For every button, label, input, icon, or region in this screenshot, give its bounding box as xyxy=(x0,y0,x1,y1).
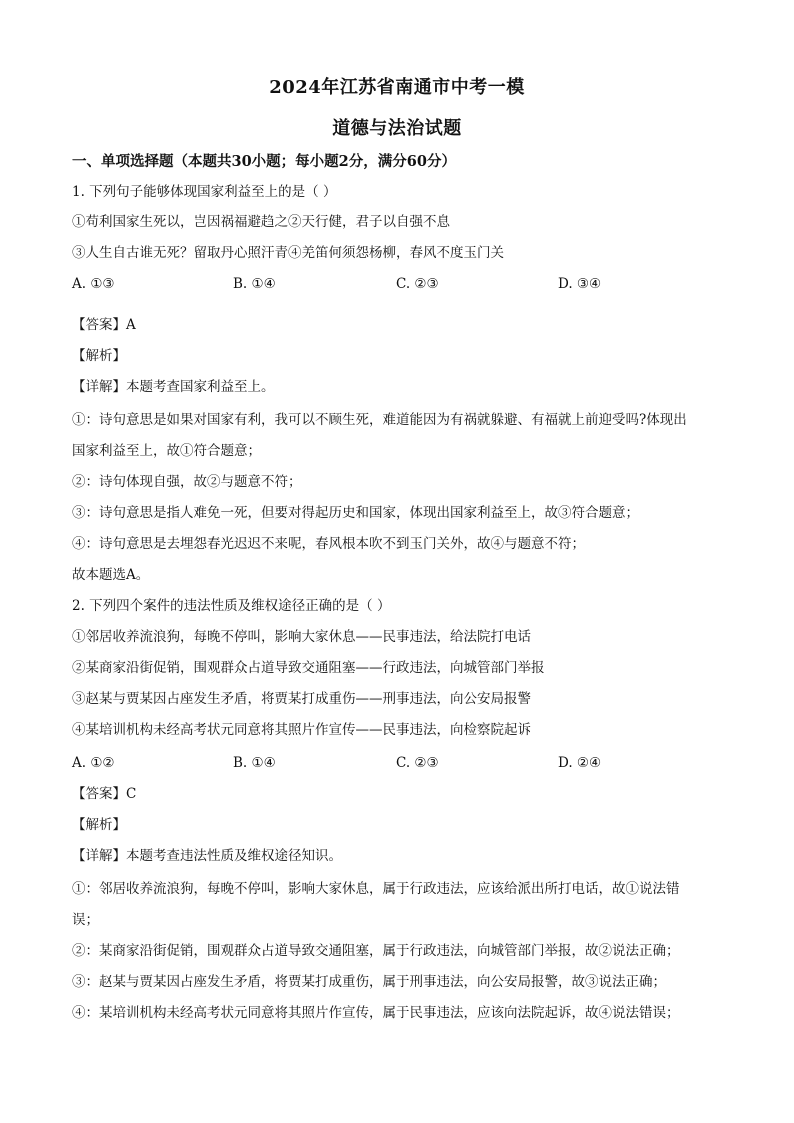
q2-explanation-line: ②：某商家沿街促销，围观群众占道导致交通阻塞，属于行政违法，向城管部门举报，故②说法正确； xyxy=(72,943,680,959)
q2-explanation-line: ④：某培训机构未经高考状元同意将其照片作宣传，属于民事违法，应该向法院起诉，故④说法错误； xyxy=(72,1005,680,1021)
q1-conclusion: 故本题选A。 xyxy=(72,567,150,583)
q2-option-b: B. ①④ xyxy=(233,755,276,771)
q2-statement-line: ②某商家沿街促销，围观群众占道导致交通阻塞——行政违法，向城管部门举报 xyxy=(72,660,545,676)
q2-statement-line: ③赵某与贾某因占座发生矛盾，将贾某打成重伤——刑事违法，向公安局报警 xyxy=(72,691,531,707)
q1-answer: 【答案】A xyxy=(72,317,136,333)
q2-detail: 【详解】本题考查违法性质及维权途径知识。 xyxy=(72,848,342,864)
q2-statement-line: ①邻居收养流浪狗，每晚不停叫，影响大家休息——民事违法，给法院打电话 xyxy=(72,629,531,645)
q2-analysis-label: 【解析】 xyxy=(72,817,126,833)
q2-option-a: A. ①② xyxy=(72,755,115,771)
q1-analysis-label: 【解析】 xyxy=(72,348,126,364)
q1-explanation-line: 国家利益至上，故①符合题意； xyxy=(72,443,261,459)
q1-explanation-line: ①：诗句意思是如果对国家有利，我可以不顾生死，难道能因为有祸就躲避、有福就上前迎受吗?体现出 xyxy=(72,412,687,428)
q2-explanation-line: ①：邻居收养流浪狗，每晚不停叫，影响大家休息，属于行政违法，应该给派出所打电话，故①说法错 xyxy=(72,881,680,897)
q1-detail: 【详解】本题考查国家利益至上。 xyxy=(72,379,275,395)
q2-explanation-line: ③：赵某与贾某因占座发生矛盾，将贾某打成重伤，属于刑事违法，向公安局报警，故③说法正确； xyxy=(72,974,666,990)
q2-answer: 【答案】C xyxy=(72,786,137,802)
q1-option-c: C. ②③ xyxy=(396,276,439,292)
q1-explanation-line: ④：诗句意思是去埋怨春光迟迟不来呢，春风根本吹不到玉门关外，故④与题意不符； xyxy=(72,536,585,552)
q1-option-d: D. ③④ xyxy=(558,276,602,292)
page-subtitle: 道德与法治试题 xyxy=(332,118,462,139)
section-heading: 一、单项选择题（本题共30小题；每小题2分，满分60分） xyxy=(72,153,456,170)
page-title: 2024年江苏省南通市中考一模 xyxy=(269,77,525,98)
q1-statement-line: ③人生自古谁无死？留取丹心照汗青④羌笛何须怨杨柳，春风不度玉门关 xyxy=(72,245,504,261)
q2-explanation-line: 误； xyxy=(72,912,99,928)
q1-option-b: B. ①④ xyxy=(233,276,276,292)
q1-explanation-line: ③：诗句意思是指人难免一死，但要对得起历史和国家，体现出国家利益至上，故③符合题意； xyxy=(72,505,639,521)
q2-option-c: C. ②③ xyxy=(396,755,439,771)
q1-option-a: A. ①③ xyxy=(72,276,115,292)
q1-stem: 1. 下列句子能够体现国家利益至上的是（ ） xyxy=(72,184,337,200)
q2-statement-line: ④某培训机构未经高考状元同意将其照片作宣传——民事违法，向检察院起诉 xyxy=(72,722,531,738)
q1-explanation-line: ②：诗句体现自强，故②与题意不符； xyxy=(72,474,302,490)
q1-statement-line: ①苟利国家生死以，岂因祸福避趋之②天行健，君子以自强不息 xyxy=(72,214,450,230)
q2-stem: 2. 下列四个案件的违法性质及维权途径正确的是（ ） xyxy=(72,598,391,614)
q2-option-d: D. ②④ xyxy=(558,755,602,771)
